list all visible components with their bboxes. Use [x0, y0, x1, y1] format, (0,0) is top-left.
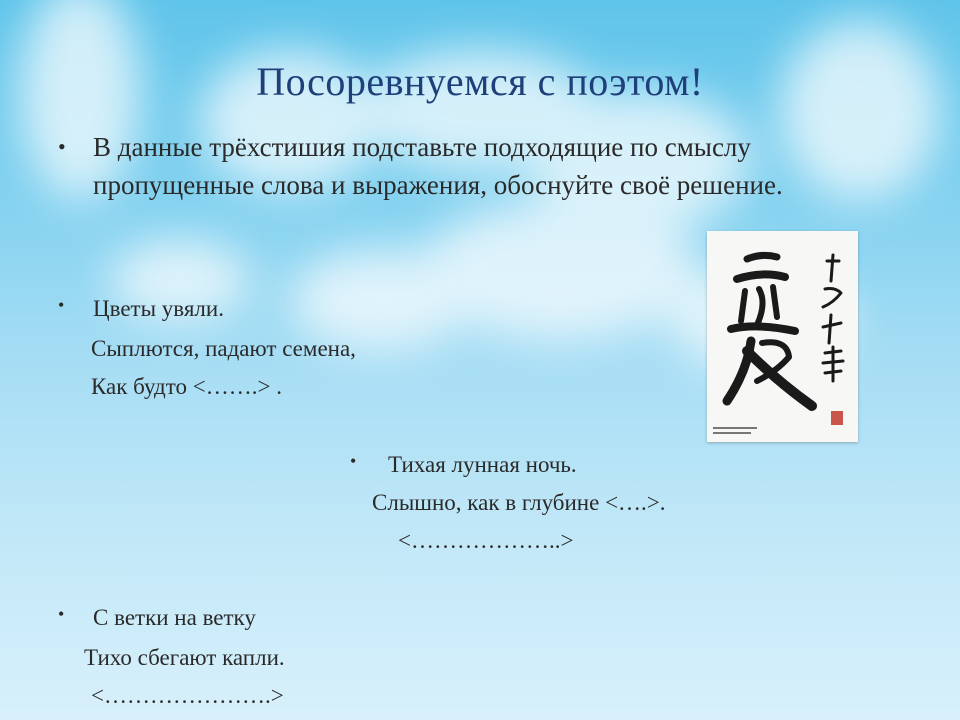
poem1-line1: Цветы увяли. — [93, 296, 224, 321]
poem1-bullet: • — [58, 295, 65, 315]
poem3-bullet: • — [58, 604, 65, 624]
instructions-text: В данные трёхстишия подставьте подходящие по смыслу пропущенные слова и выражения, обоснуйте своё решение. — [93, 132, 783, 200]
poem2-bullet: • — [350, 451, 357, 471]
poem3-line2: Тихо сбегают капли. — [84, 645, 285, 670]
poem3-line1: С ветки на ветку — [93, 605, 256, 630]
slide-title: Посоревнуемся с поэтом! — [256, 59, 704, 104]
calligraphy-image — [707, 231, 858, 442]
calligraphy-scroll-icon — [707, 231, 858, 442]
poem2-line1: Тихая лунная ночь. — [388, 452, 577, 477]
poem3-line3: <………………….> — [91, 683, 284, 708]
poem2-line3: <………………..> — [398, 528, 574, 553]
poem1-line2: Сыплются, падают семена, — [91, 336, 356, 361]
poem2-line2: Слышно, как в глубине <….>. — [372, 490, 666, 515]
intro-bullet: • — [58, 134, 66, 159]
poem1-line3: Как будто <…….> . — [91, 374, 282, 399]
